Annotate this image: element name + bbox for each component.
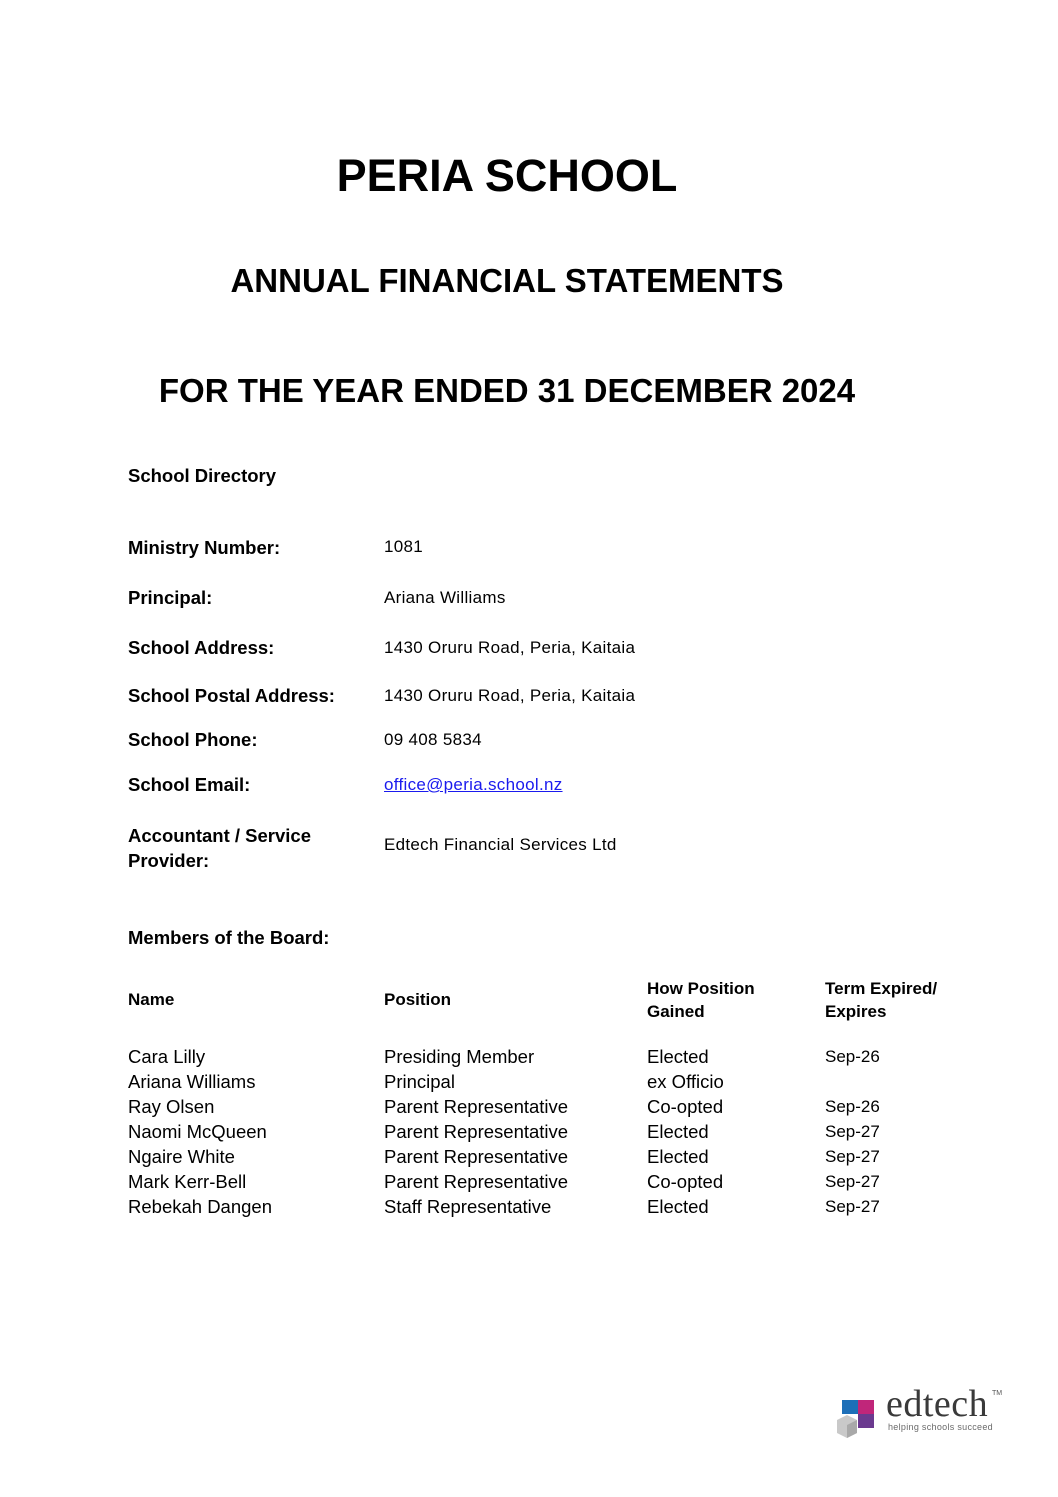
ministry-number-label: Ministry Number: <box>128 537 281 558</box>
school-address-value: 1430 Oruru Road, Peria, Kaitaia <box>384 638 636 657</box>
member-term: Sep-26 <box>825 1047 880 1066</box>
member-name: Ray Olsen <box>128 1096 215 1117</box>
member-position: Parent Representative <box>384 1121 569 1142</box>
edtech-cube-icon <box>836 1386 882 1442</box>
member-position: Parent Representative <box>384 1146 569 1167</box>
member-name: Ngaire White <box>128 1146 235 1167</box>
member-term: Sep-26 <box>825 1097 880 1116</box>
edtech-trademark: TM <box>992 1390 1003 1397</box>
member-term: Sep-27 <box>825 1172 880 1191</box>
member-how: Elected <box>647 1196 709 1217</box>
column-header-term-line-1: Term Expired/ <box>825 979 938 998</box>
accountant-value: Edtech Financial Services Ltd <box>384 835 617 854</box>
school-address-label: School Address: <box>128 637 275 658</box>
school-name: PERIA SCHOOL <box>336 150 678 201</box>
edtech-wordmark: edtech <box>886 1383 989 1425</box>
school-email-label: School Email: <box>128 774 251 795</box>
ministry-number-value: 1081 <box>384 537 424 556</box>
document-title: ANNUAL FINANCIAL STATEMENTS <box>230 262 784 299</box>
member-name: Cara Lilly <box>128 1046 206 1067</box>
column-header-how-gained <box>647 977 755 1023</box>
member-position: Parent Representative <box>384 1171 569 1192</box>
reporting-period: FOR THE YEAR ENDED 31 DECEMBER 2024 <box>158 372 856 409</box>
member-how: Elected <box>647 1146 709 1167</box>
member-how: Elected <box>647 1121 709 1142</box>
column-header-how-line-2: Gained <box>647 1002 705 1021</box>
edtech-logo <box>836 1383 1006 1442</box>
member-term: Sep-27 <box>825 1147 880 1166</box>
postal-address-label: School Postal Address: <box>128 685 335 706</box>
school-email-value <box>384 775 563 795</box>
member-position: Parent Representative <box>384 1096 569 1117</box>
column-header-term-line-2: Expires <box>825 1002 887 1021</box>
board-members-heading: Members of the Board: <box>128 927 330 948</box>
school-email-link[interactable]: office@peria.school.nz <box>384 775 563 794</box>
member-term: Sep-27 <box>825 1197 880 1216</box>
accountant-label-line-1: Accountant / Service <box>128 825 312 846</box>
school-directory-heading: School Directory <box>128 465 277 486</box>
member-name: Mark Kerr-Bell <box>128 1171 247 1192</box>
member-how: Co-opted <box>647 1171 724 1192</box>
accountant-label <box>128 823 311 873</box>
principal-value: Ariana Williams <box>384 588 506 607</box>
school-phone-label: School Phone: <box>128 729 258 750</box>
column-header-position: Position <box>384 990 452 1009</box>
member-how: Co-opted <box>647 1096 724 1117</box>
column-header-term <box>825 977 937 1023</box>
member-term: Sep-27 <box>825 1122 880 1141</box>
member-position: Principal <box>384 1071 455 1092</box>
member-name: Rebekah Dangen <box>128 1196 272 1217</box>
member-how: Elected <box>647 1046 709 1067</box>
member-position: Presiding Member <box>384 1046 535 1067</box>
member-how: ex Officio <box>647 1071 724 1092</box>
school-phone-value: 09 408 5834 <box>384 730 482 749</box>
member-name: Naomi McQueen <box>128 1121 267 1142</box>
member-position: Staff Representative <box>384 1196 552 1217</box>
member-name: Ariana Williams <box>128 1071 256 1092</box>
edtech-tagline: helping schools succeed <box>888 1422 993 1432</box>
principal-label: Principal: <box>128 587 213 608</box>
column-header-name: Name <box>128 990 175 1009</box>
accountant-label-line-2: Provider: <box>128 850 210 871</box>
column-header-how-line-1: How Position <box>647 979 755 998</box>
postal-address-value: 1430 Oruru Road, Peria, Kaitaia <box>384 686 636 705</box>
